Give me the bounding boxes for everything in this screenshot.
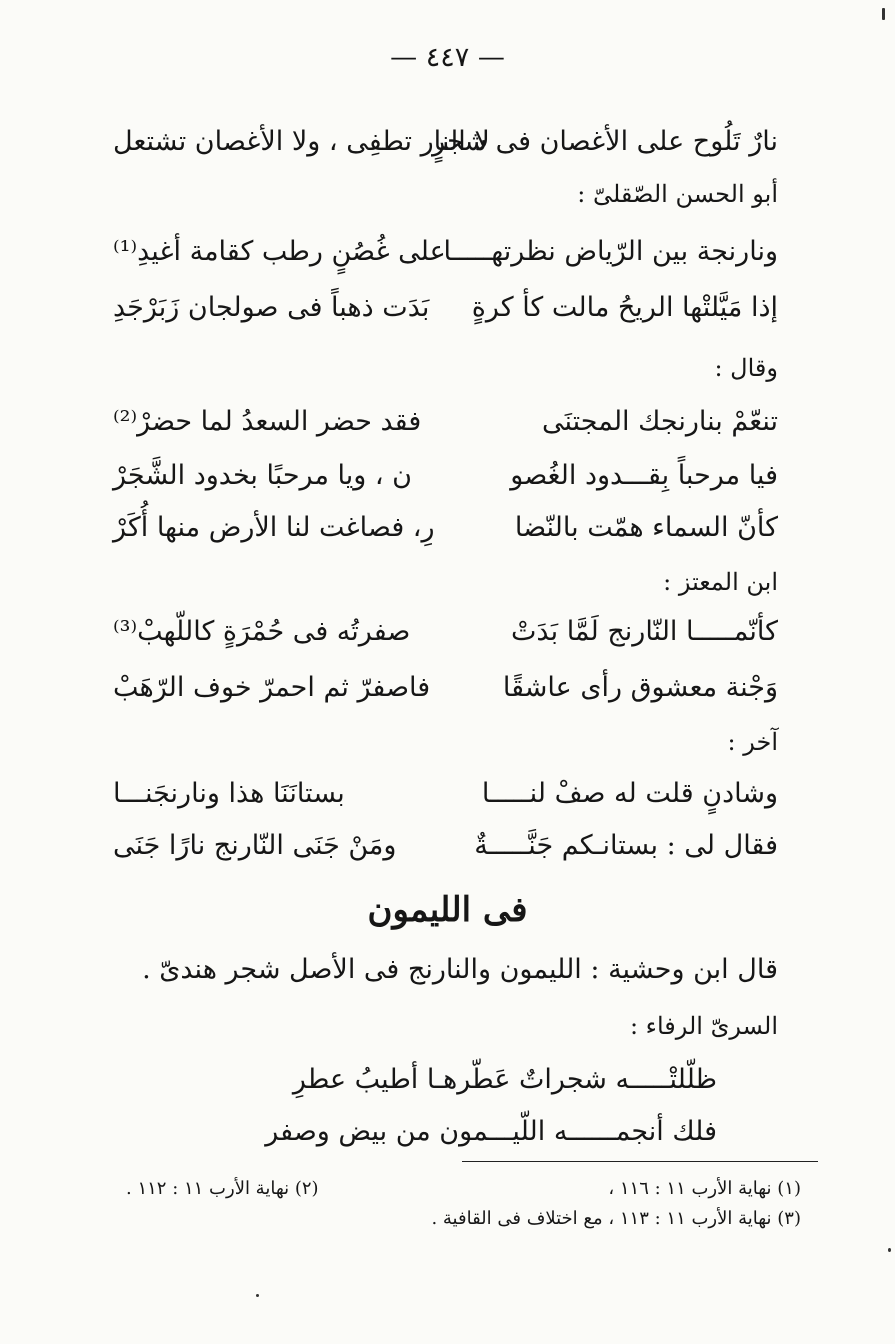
poet-label: أبو الحسن الصّقلىّ :	[577, 180, 778, 208]
section-heading: فى الليمون	[367, 890, 528, 930]
verse-line: فلك أنجمــــــه اللّيـــمون من بيض وصفر	[265, 1116, 717, 1147]
verse-left-hemistich: رِ، فصاغت لنا الأرض منها أُكَرْ	[113, 512, 435, 543]
verse-line: ظلّلتْـــــه شجراتٌ عَطّرهـا أطيبُ عطرِ	[292, 1064, 717, 1095]
verse-left-hemistich: فاصفرّ ثم احمرّ خوف الرّهَبْ	[113, 672, 431, 703]
verse-right-hemistich: فيا مرحباً بِقـــدود الغُصو	[510, 460, 778, 491]
verse-left-hemistich: صفرتُه فى حُمْرَةٍ كاللّهبْ⁽³⁾	[113, 616, 411, 647]
verse-left-hemistich: بَدَت ذهباً فى صولجان زَبَرْجَدِ	[113, 292, 430, 323]
verse-right-hemistich: تنعّمْ بنارنجك المجتنَى	[541, 406, 778, 437]
verse-left-hemistich: فقد حضر السعدُ لما حضرْ⁽²⁾	[113, 406, 422, 437]
verse-left-hemistich: ومَنْ جَنَى النّارنج نارًا جَنَى	[113, 830, 397, 861]
verse-right-hemistich: كأنّ السماء همّت بالنّضا	[514, 512, 778, 543]
footnote-1: (١) نهاية الأرب ١١ : ١١٦ ،	[608, 1178, 801, 1199]
scan-speck	[256, 1294, 259, 1297]
verse-left-hemistich: لا النار تطفِى ، ولا الأغصان تشتعل	[113, 126, 490, 157]
poet-label: وقال :	[714, 354, 778, 382]
verse-right-hemistich: ونارنجة بين الرّياض نظرتهـــــا	[443, 236, 778, 267]
footnote-2: (٢) نهاية الأرب ١١ : ١١٢ .	[126, 1178, 319, 1199]
verse-left-hemistich: بستانَنَا هذا ونارنجَنـــا	[113, 778, 345, 809]
footnote-rule	[462, 1161, 818, 1162]
verse-right-hemistich: وَجْنة معشوق رأى عاشقًا	[502, 672, 778, 703]
verse-left-hemistich: على غُصُنٍ رطب كقامة أغيدِ⁽¹⁾	[113, 236, 446, 267]
verse-left-hemistich: ن ، ويا مرحبًا بخدود الشَّجَرْ	[113, 460, 412, 491]
poet-label: آخر :	[727, 728, 778, 756]
footnote-3: (٣) نهاية الأرب ١١ : ١١٣ ، مع اختلاف فى القافية .	[431, 1208, 801, 1229]
scan-speck	[882, 8, 885, 20]
verse-right-hemistich: فقال لى : بستانـكم جَنَّـــــةٌ	[474, 830, 778, 861]
scan-speck	[888, 1248, 891, 1252]
page-number: — ٤٤٧ —	[390, 42, 505, 73]
verse-right-hemistich: وشادنٍ قلت له صفْ لنـــــا	[481, 778, 778, 809]
verse-right-hemistich: كأنّمـــــا النّارنج لَمَّا بَدَتْ	[511, 616, 778, 647]
poet-label: ابن المعتز :	[663, 568, 778, 596]
poet-label: السرىّ الرفاء :	[629, 1012, 778, 1040]
verse-right-hemistich: إذا مَيَّلتْها الريحُ مالت كأ كرةٍ	[471, 292, 778, 323]
prose-paragraph: قال ابن وحشية : الليمون والنارنج فى الأصل شجر هندىّ .	[142, 954, 778, 985]
verse-right-hemistich: نارٌ تَلُوح على الأغصان فى شجرٍ	[432, 126, 778, 157]
